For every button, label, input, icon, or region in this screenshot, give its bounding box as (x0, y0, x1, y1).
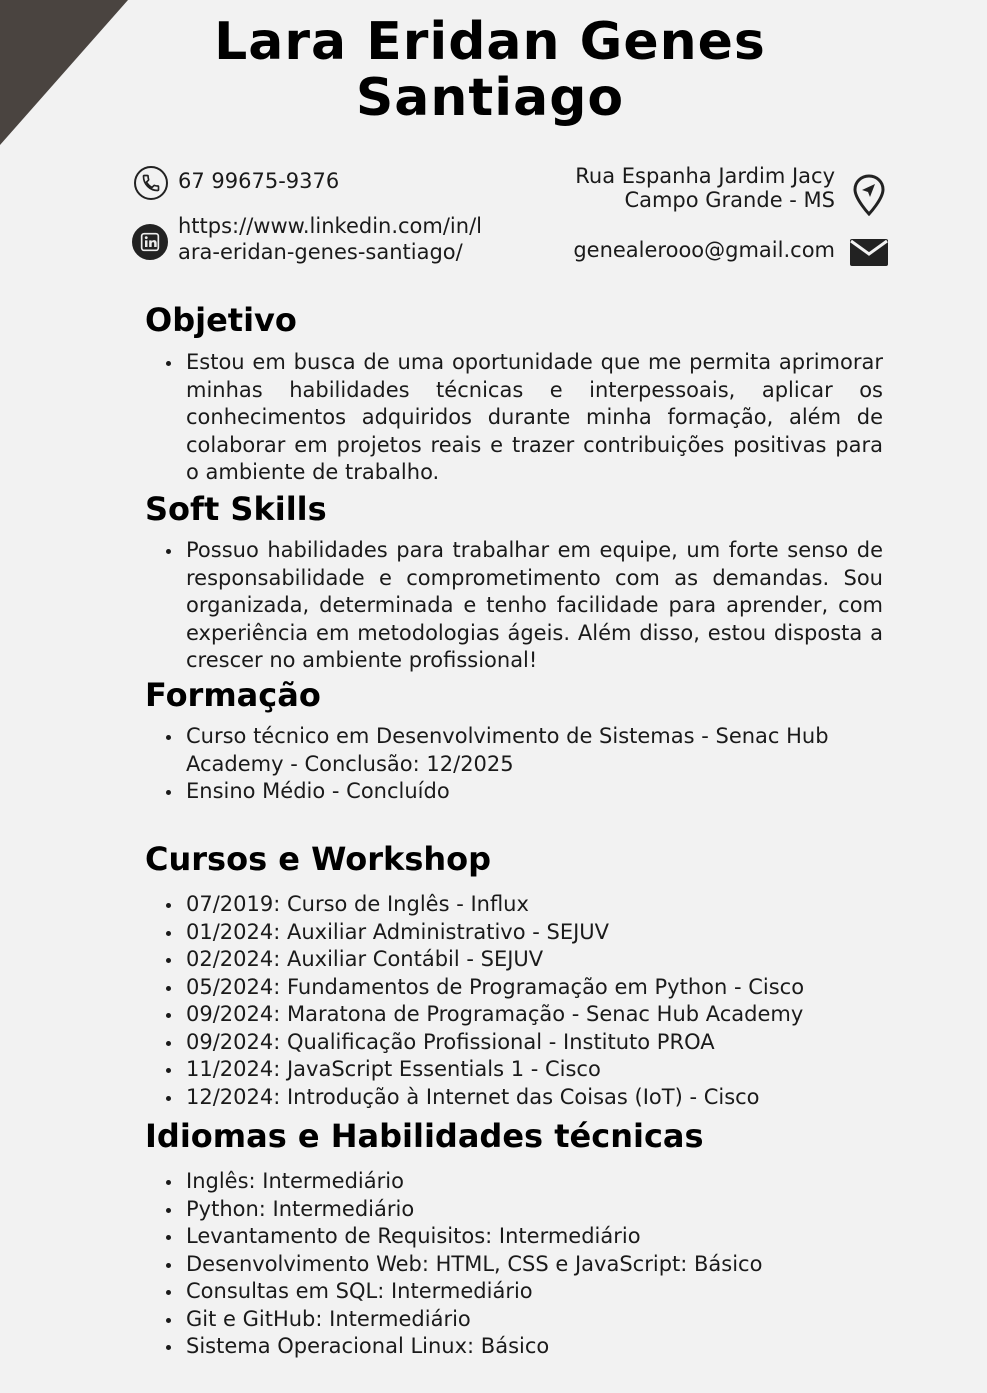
email-address[interactable]: genealerooo@gmail.com (573, 238, 835, 262)
list-item: 09/2024: Maratona de Programação - Senac Hub Academy (186, 1001, 885, 1029)
section-title-formacao: Formação (145, 676, 321, 714)
list-item: Estou em busca de uma oportunidade que me permita aprimorar minhas habilidades técnicas e interpessoais, aplicar os conhecimentos adquiridos durante minha formação, além de colaborar em projetos reais e trazer contribuições positivas para o ambiente de trabalho. (186, 349, 883, 487)
list-item: Sistema Operacional Linux: Básico (186, 1333, 885, 1361)
address-line-2: Campo Grande - MS (624, 188, 835, 212)
section-title-soft-skills: Soft Skills (145, 490, 327, 528)
list-item: Git e GitHub: Intermediário (186, 1306, 885, 1334)
list-item: 09/2024: Qualificação Profissional - Instituto PROA (186, 1029, 885, 1057)
mail-icon (850, 237, 888, 271)
section-formacao (145, 676, 865, 806)
section-soft-skills (145, 490, 883, 675)
linkedin-url-line-1: https://www.linkedin.com/in/l (178, 214, 482, 238)
section-objetivo (145, 301, 883, 487)
name-line-1: Lara Eridan Genes (214, 12, 766, 72)
list-item: 05/2024: Fundamentos de Programação em Python - Cisco (186, 974, 885, 1002)
address (575, 164, 835, 212)
list-item: 12/2024: Introdução à Internet das Coisas (IoT) - Cisco (186, 1084, 885, 1112)
linkedin-url-line-2: ara-eridan-genes-santiago/ (178, 240, 463, 264)
linkedin-icon (132, 224, 168, 260)
list-item: 01/2024: Auxiliar Administrativo - SEJUV (186, 919, 885, 947)
address-line-1: Rua Espanha Jardim Jacy (575, 164, 835, 188)
corner-decoration (0, 0, 128, 145)
location-icon (852, 174, 886, 220)
list-item: Possuo habilidades para trabalhar em equipe, um forte senso de responsabilidade e comprometimento com as demandas. Sou organizada, determinada e tenho facilidade para aprender, com experiência em metodologias ágeis. Além disso, estou disposta a crescer no ambiente profissional! (186, 537, 883, 675)
list-item: Curso técnico em Desenvolvimento de Sistemas - Senac Hub Academy - Conclusão: 12/2025 (186, 723, 865, 778)
linkedin-url[interactable] (178, 213, 482, 265)
section-title-idiomas: Idiomas e Habilidades técnicas (145, 1117, 704, 1155)
section-title-cursos: Cursos e Workshop (145, 840, 492, 878)
section-cursos (145, 840, 885, 1111)
section-title-objetivo: Objetivo (145, 301, 297, 339)
list-item: Desenvolvimento Web: HTML, CSS e JavaScript: Básico (186, 1251, 885, 1279)
phone-number[interactable]: 67 99675-9376 (178, 169, 340, 193)
list-item: Ensino Médio - Concluído (186, 778, 865, 806)
list-item: Inglês: Intermediário (186, 1168, 885, 1196)
list-item: 11/2024: JavaScript Essentials 1 - Cisco (186, 1056, 885, 1084)
phone-icon (134, 166, 168, 200)
list-item: 02/2024: Auxiliar Contábil - SEJUV (186, 946, 885, 974)
list-item: Python: Intermediário (186, 1196, 885, 1224)
list-item: Consultas em SQL: Intermediário (186, 1278, 885, 1306)
section-idiomas (145, 1117, 885, 1361)
list-item: 07/2019: Curso de Inglês - Influx (186, 891, 885, 919)
name-line-2: Santiago (355, 68, 625, 128)
list-item: Levantamento de Requisitos: Intermediário (186, 1223, 885, 1251)
candidate-name (150, 14, 830, 126)
